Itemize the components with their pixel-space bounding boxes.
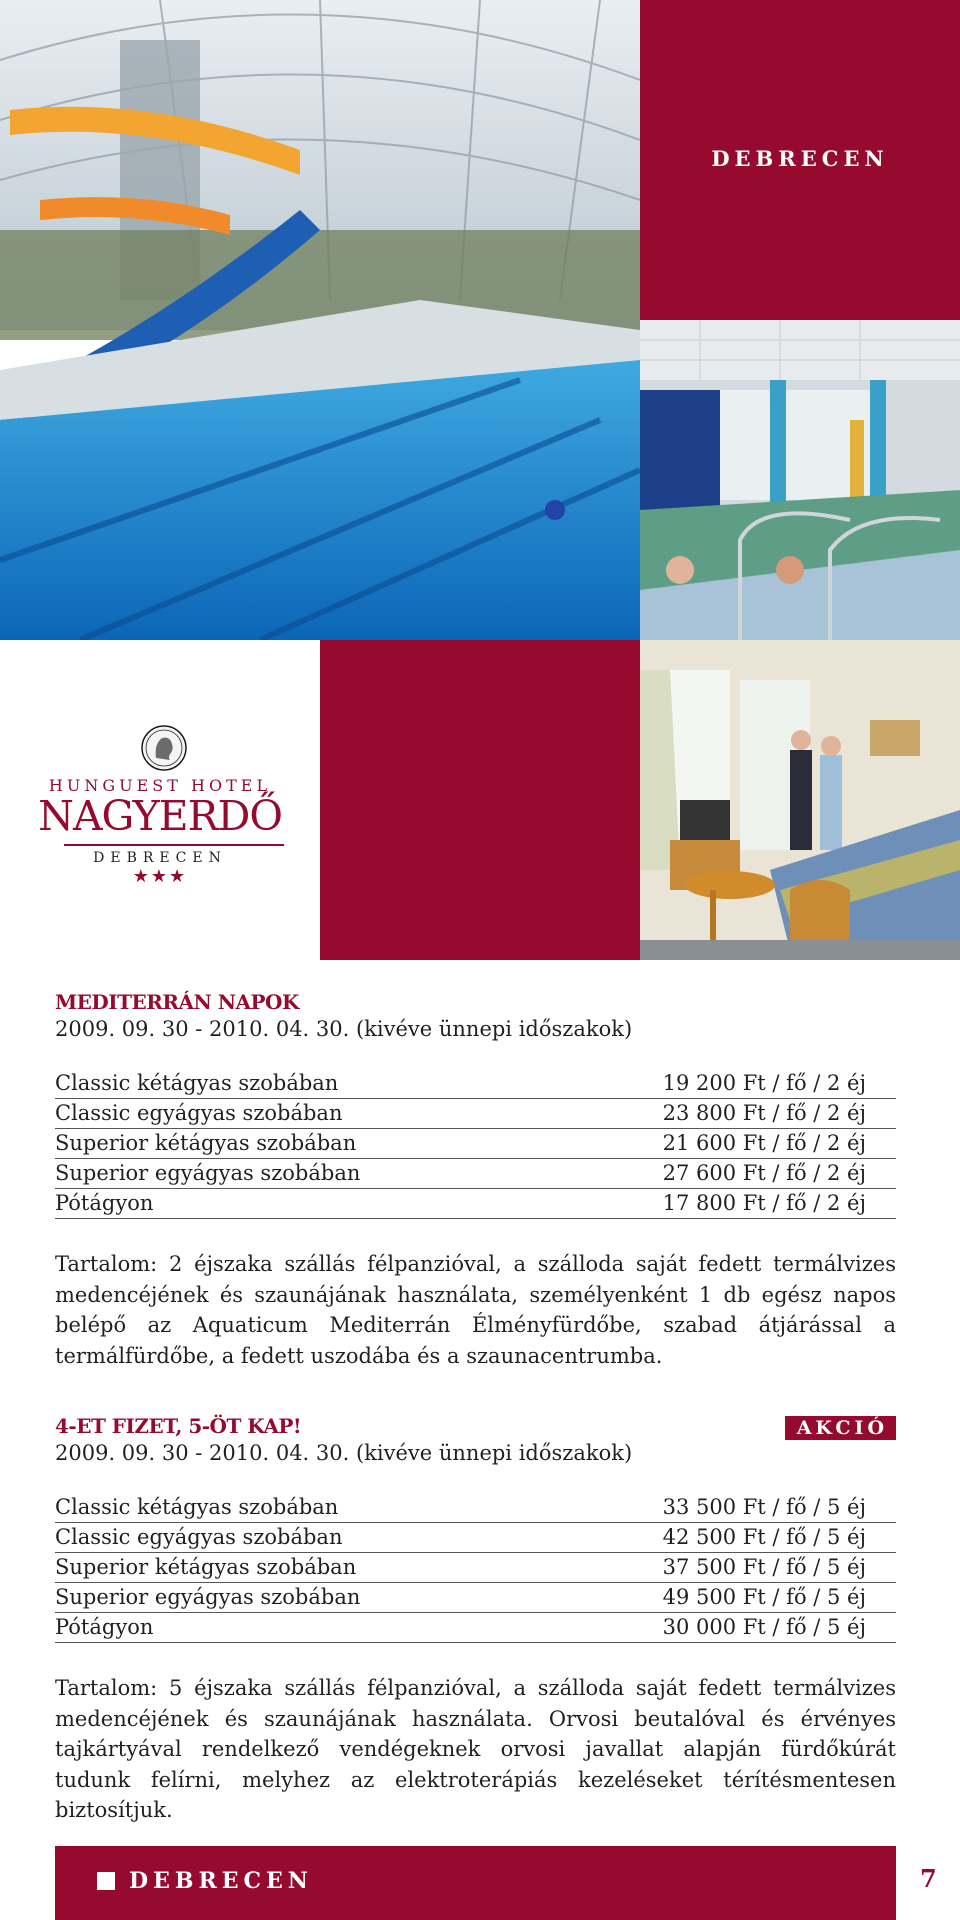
room-type: Superior egyágyas szobában — [55, 1585, 361, 1609]
room-price: 23 800 Ft / fő / 2 éj — [662, 1101, 866, 1125]
offer-description: Tartalom: 5 éjszaka szállás félpanzióval, a szálloda saját fedett termálvizes medencéjének és szaunájának használata. Orvosi beutalóval és érvényes tajkártyával rendelkező vendégeknek orvosi javallat alapján fürdőkúrát tudunk felírni, melyhez az elektroterápiás kezeléseket térítésmentesen biztosítjuk. — [55, 1676, 896, 1822]
logo-brand-main: NAGYERDŐ — [38, 792, 282, 840]
logo-city: DEBRECEN — [93, 850, 227, 866]
room-type: Superior egyágyas szobában — [55, 1161, 361, 1185]
city-label: DEBRECEN — [711, 146, 889, 171]
offer-title: MEDITERRÁN NAPOK — [55, 990, 299, 1014]
footer-label: DEBRECEN — [129, 1868, 313, 1894]
square-bullet-icon — [97, 1872, 115, 1890]
price-row — [55, 1159, 896, 1189]
room-type: Classic egyágyas szobában — [55, 1101, 343, 1125]
room-price: 19 200 Ft / fő / 2 éj — [662, 1071, 866, 1095]
room-price: 42 500 Ft / fő / 5 éj — [662, 1525, 866, 1549]
price-row — [55, 1583, 896, 1613]
hotel-logo — [0, 640, 320, 960]
room-price: 21 600 Ft / fő / 2 éj — [662, 1131, 866, 1155]
price-row — [55, 1069, 896, 1099]
price-row — [55, 1613, 896, 1643]
room-type: Classic kétágyas szobában — [55, 1495, 339, 1519]
room-type: Superior kétágyas szobában — [55, 1131, 357, 1155]
price-table — [55, 1493, 896, 1643]
room-type: Superior kétágyas szobában — [55, 1555, 357, 1579]
offer-section-1 — [55, 990, 896, 1371]
logo-brand-top: HUNGUEST HOTEL — [48, 776, 272, 795]
room-type: Classic egyágyas szobában — [55, 1525, 343, 1549]
decorative-block — [320, 640, 640, 960]
thermal-pool-photo — [640, 320, 960, 640]
price-row — [55, 1099, 896, 1129]
waterpark-photo — [0, 0, 640, 640]
offer-dates: 2009. 09. 30 - 2010. 04. 30. (kivéve ünnepi időszakok) — [55, 1017, 633, 1041]
promo-badge: AKCIÓ — [785, 1416, 896, 1440]
price-row — [55, 1189, 896, 1219]
room-price: 30 000 Ft / fő / 5 éj — [662, 1615, 866, 1639]
coin-portrait-icon — [140, 724, 188, 772]
offer-description: Tartalom: 2 éjszaka szállás félpanzióval, a szálloda saját fedett termálvizes medencéjének és szaunájának használata, személyenként 1 db egész napos belépő az Aquaticum Mediterrán Élményfürdőbe, szabad átjárással a termálfürdőbe, a fedett uszodába és a szaunacentrumba. — [55, 1252, 896, 1368]
room-type: Classic kétágyas szobában — [55, 1071, 339, 1095]
offer-title: 4-ET FIZET, 5-ÖT KAP! — [55, 1414, 302, 1438]
room-price: 37 500 Ft / fő / 5 éj — [662, 1555, 866, 1579]
room-price: 33 500 Ft / fő / 5 éj — [662, 1495, 866, 1519]
city-banner — [640, 0, 960, 320]
price-row — [55, 1553, 896, 1583]
room-type: Pótágyon — [55, 1191, 154, 1215]
offer-dates: 2009. 09. 30 - 2010. 04. 30. (kivéve ünnepi időszakok) — [55, 1441, 633, 1465]
offer-section-2 — [55, 1414, 896, 1826]
logo-divider — [64, 844, 284, 846]
hotel-room-photo — [640, 640, 960, 960]
price-row — [55, 1523, 896, 1553]
room-price: 17 800 Ft / fő / 2 éj — [662, 1191, 866, 1215]
price-row — [55, 1129, 896, 1159]
room-price: 49 500 Ft / fő / 5 éj — [662, 1585, 866, 1609]
page-number: 7 — [920, 1864, 937, 1893]
price-row — [55, 1493, 896, 1523]
price-table — [55, 1069, 896, 1219]
room-price: 27 600 Ft / fő / 2 éj — [662, 1161, 866, 1185]
room-type: Pótágyon — [55, 1615, 154, 1639]
logo-stars: ★★★ — [132, 866, 188, 887]
footer-bar — [55, 1846, 896, 1920]
